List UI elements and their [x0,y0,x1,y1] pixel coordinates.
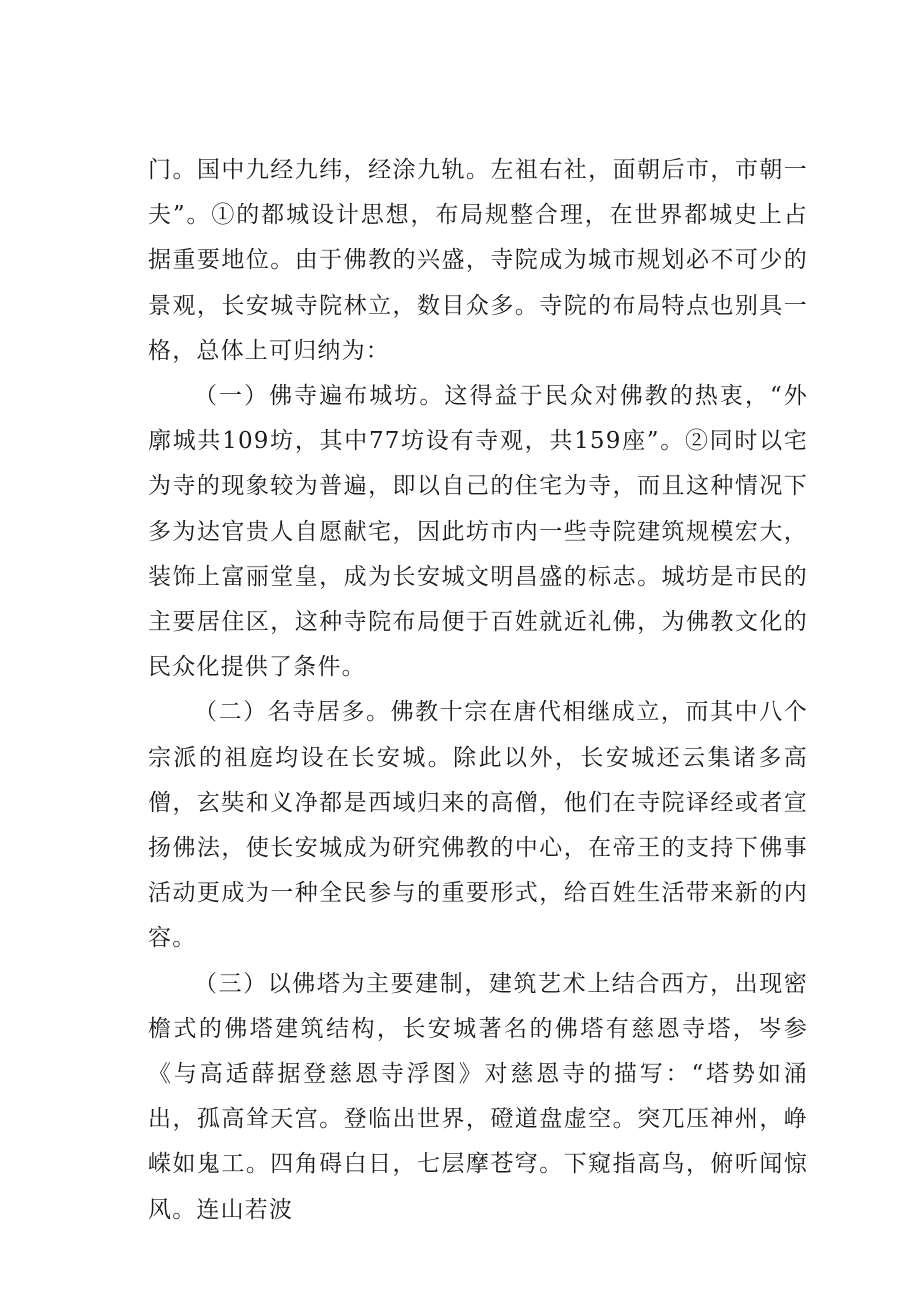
body-text [148,148,808,1233]
paragraph-famous-temples: （二）名寺居多。佛教十宗在唐代相继成立，而其中八个宗派的祖庭均设在长安城。除此以外，长安城还云集诸多高僧，玄奘和义净都是西域归来的高僧，他们在寺院译经或者宣扬佛法，使长安城成为研究佛教的中心，在帝王的支持下佛事活动更成为一种全民参与的重要形式，给百姓生活带来新的内容。 [148,699,808,952]
paragraph-temples-across-wards: （一）佛寺遍布城坊。这得益于民众对佛教的热衷，“外廓城共109坊，其中77坊设有寺观，共159座”。②同时以宅为寺的现象较为普遍，即以自己的住宅为寺，而且这种情况下多为达官贵人自愿献宅，因此坊市内一些寺院建筑规模宏大，装饰上富丽堂皇，成为长安城文明昌盛的标志。城坊是市民的主要居住区，这种寺院布局便于百姓就近礼佛，为佛教文化的民众化提供了条件。 [148,383,808,681]
paragraph-continued: 门。国中九经九纬，经涂九轨。左祖右社，面朝后市，市朝一夫”。①的都城设计思想，布局规整合理，在世界都城史上占据重要地位。由于佛教的兴盛，寺院成为城市规划必不可少的景观，长安城寺院林立，数目众多。寺院的布局特点也别具一格，总体上可归纳为： [148,157,808,364]
paragraph-pagodas: （三）以佛塔为主要建制，建筑艺术上结合西方，出现密檐式的佛塔建筑结构，长安城著名的佛塔有慈恩寺塔，岑参《与高适薛据登慈恩寺浮图》对慈恩寺的描写：“塔势如涌出，孤高耸天宫。登临出世界，磴道盘虚空。突兀压神州，峥嵘如鬼工。四角碍白日，七层摩苍穹。下窥指高鸟，俯听闻惊风。连山若波 [148,970,808,1223]
